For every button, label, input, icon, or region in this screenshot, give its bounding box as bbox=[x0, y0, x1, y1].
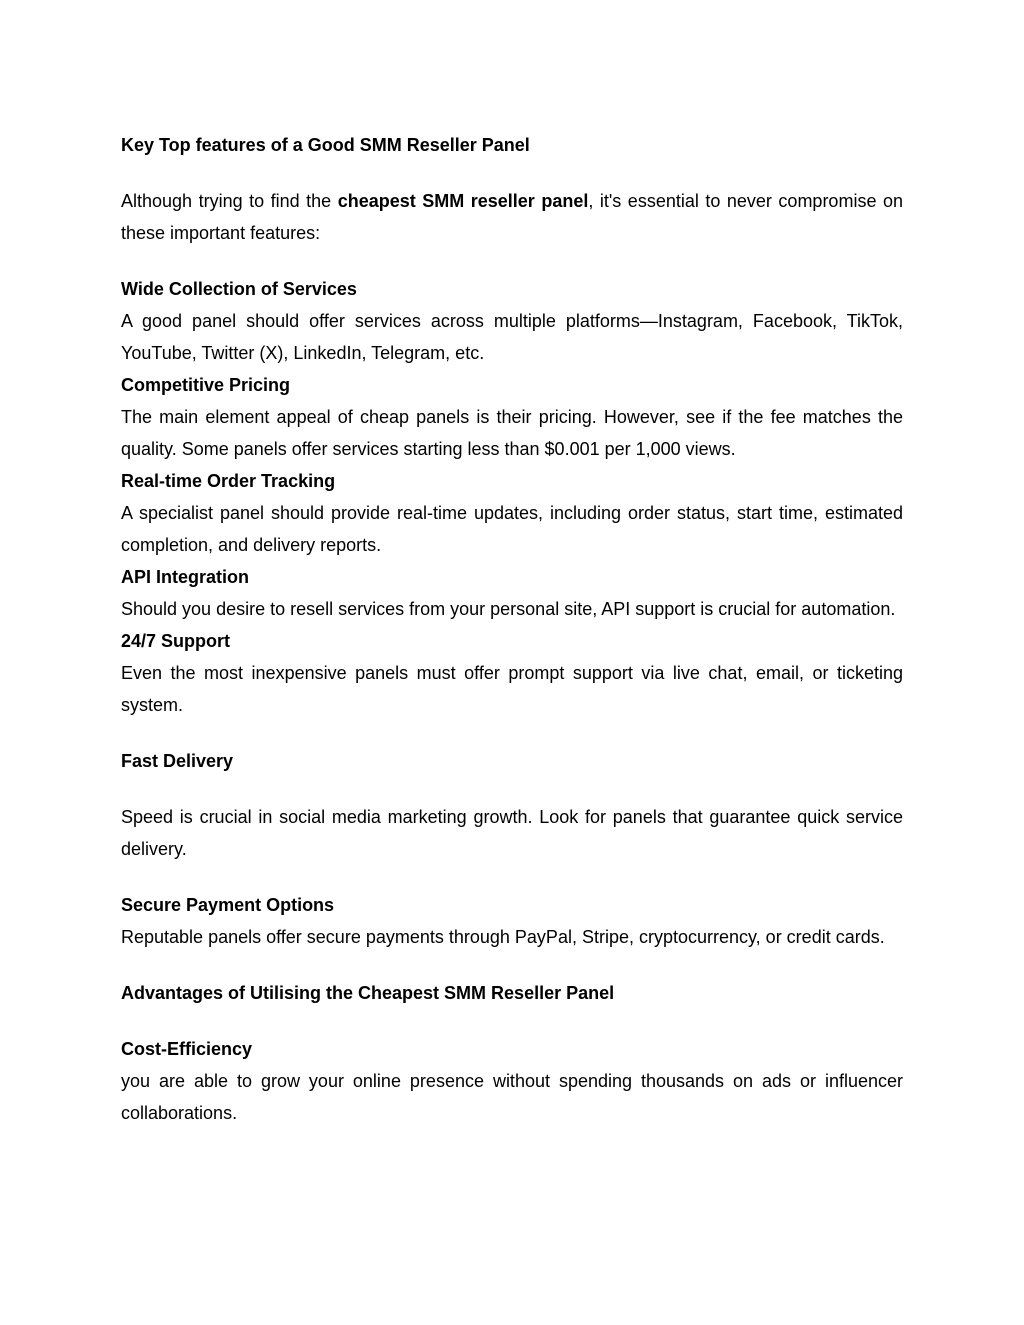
intro-text-before: Although trying to find the bbox=[121, 191, 338, 211]
feature-body-support: Even the most inexpensive panels must offer prompt support via live chat, email, or ticketing system. bbox=[121, 663, 903, 715]
fast-delivery-heading: Fast Delivery bbox=[121, 751, 234, 771]
feature-body-pricing: The main element appeal of cheap panels is their pricing. However, see if the fee matches the quality. Some panels offer services starting less than $0.001 per 1,000 views. bbox=[121, 407, 903, 459]
secure-payment-body: Reputable panels offer secure payments through PayPal, Stripe, cryptocurrency, or credit cards. bbox=[121, 927, 885, 947]
feature-heading-support: 24/7 Support bbox=[121, 631, 231, 651]
document-page bbox=[121, 129, 903, 1129]
intro-text-after: , it's essential to never compromise on these important features: bbox=[121, 191, 903, 243]
cost-efficiency-body: you are able to grow your online presence without spending thousands on ads or influencer collaborations. bbox=[121, 1071, 903, 1123]
secure-payment-heading: Secure Payment Options bbox=[121, 895, 335, 915]
intro-paragraph bbox=[121, 185, 903, 249]
feature-body-services: A good panel should offer services across multiple platforms—Instagram, Facebook, TikTok, YouTube, Twitter (X), LinkedIn, Telegram, etc. bbox=[121, 311, 903, 363]
advantages-title: Advantages of Utilising the Cheapest SMM Reseller Panel bbox=[121, 983, 615, 1003]
feature-body-api: Should you desire to resell services from your personal site, API support is crucial for automation. bbox=[121, 599, 896, 619]
fast-delivery-body: Speed is crucial in social media marketing growth. Look for panels that guarantee quick service delivery. bbox=[121, 807, 903, 859]
section-title: Key Top features of a Good SMM Reseller Panel bbox=[121, 135, 530, 155]
cost-efficiency-heading: Cost-Efficiency bbox=[121, 1039, 253, 1059]
feature-heading-api: API Integration bbox=[121, 567, 250, 587]
feature-heading-pricing: Competitive Pricing bbox=[121, 375, 291, 395]
feature-body-tracking: A specialist panel should provide real-time updates, including order status, start time, estimated completion, and delivery reports. bbox=[121, 503, 903, 555]
feature-heading-services: Wide Collection of Services bbox=[121, 279, 357, 299]
intro-bold-link-text: cheapest SMM reseller panel bbox=[337, 191, 589, 211]
feature-heading-tracking: Real-time Order Tracking bbox=[121, 471, 336, 491]
